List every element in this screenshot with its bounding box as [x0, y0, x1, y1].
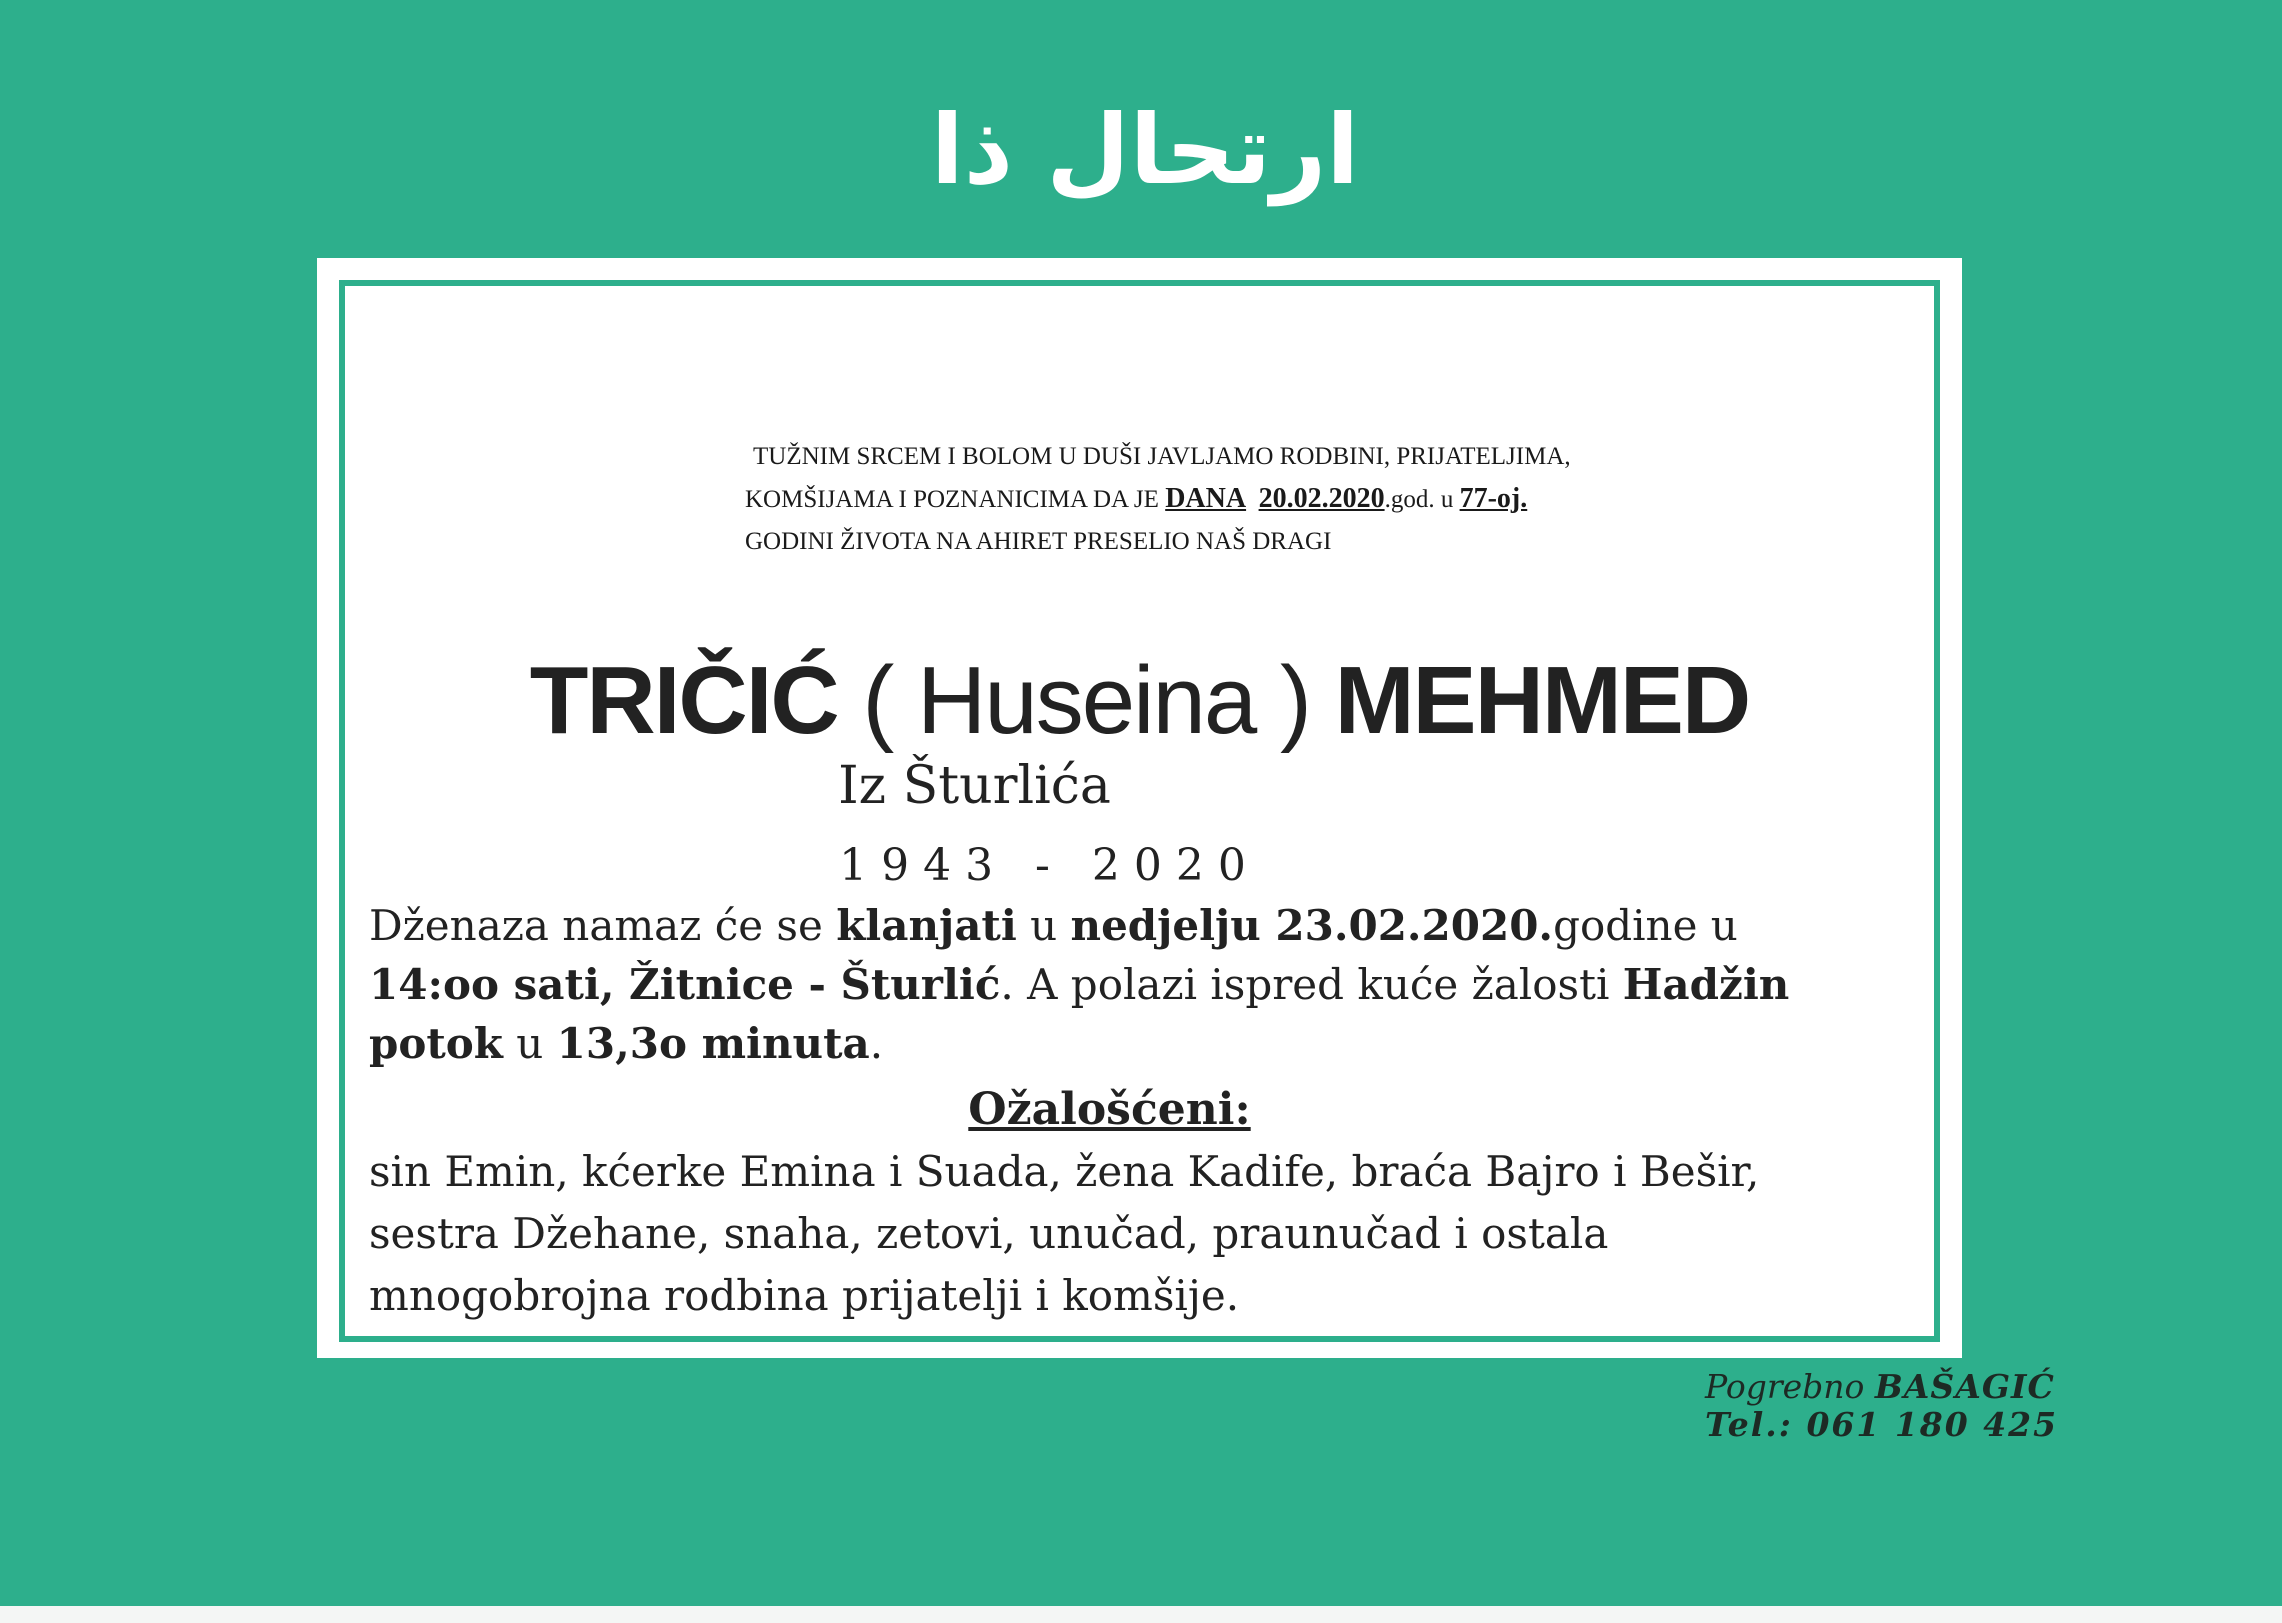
funeral-p6: 14:oo sati, Žitnice - Šturlić [369, 960, 1001, 1009]
mourners-line-1: sin Emin, kćerke Emina i Suada, žena Kadife, braća Bajro i Bešir, [369, 1147, 1760, 1196]
funeral-p12: . [869, 1019, 884, 1068]
funeral-p10: u [502, 1019, 557, 1068]
arabic-calligraphy: ارتحال ذا [930, 94, 1360, 206]
funeral-details [369, 896, 1929, 1073]
intro-line-2 [745, 478, 1645, 521]
bottom-strip [0, 1606, 2282, 1623]
intro-dana: DANA [1165, 483, 1247, 514]
funeral-p8: Hadžin [1622, 960, 1790, 1009]
deceased-first-name: MEHMED [1334, 647, 1750, 754]
funeral-p11: 13,3o minuta [556, 1019, 870, 1068]
intro-line-3: GODINI ŽIVOTA NA AHIRET PRESELIO NAŠ DRAGI [745, 528, 1332, 555]
mourners-line-2: sestra Džehane, snaha, zetovi, unučad, praunučad i ostala [369, 1209, 1609, 1258]
deceased-father-name: ( Huseina ) [862, 647, 1310, 754]
funeral-p7: . A polazi ispred kuće žalosti [1000, 960, 1623, 1009]
notice-outer-frame [317, 258, 1962, 1358]
funeral-p9: potok [369, 1019, 503, 1068]
funeral-home-name [1705, 1368, 2225, 1406]
funeral-home-info [1705, 1368, 2225, 1444]
mourners-line-3: mnogobrojna rodbina prijatelji i komšije. [369, 1271, 1240, 1320]
funeral-home-brand: BAŠAGIĆ [1874, 1367, 2055, 1406]
funeral-p3: u [1016, 901, 1071, 950]
deceased-name [345, 646, 1934, 756]
intro-date: 20.02.2020 [1258, 483, 1385, 514]
mourners-title: Ožalošćeni: [968, 1084, 1251, 1135]
notice-inner-frame [339, 280, 1940, 1342]
life-years: 1943 - 2020 [839, 840, 1260, 891]
intro-line-2-prefix: KOMŠIJAMA I POZNANICIMA DA JE [745, 486, 1166, 513]
funeral-p1: Dženaza namaz će se [369, 901, 837, 950]
intro-age: 77-oj. [1459, 483, 1528, 514]
intro-god: .god. u [1384, 486, 1460, 513]
mourners-list [369, 1141, 1929, 1327]
funeral-home-phone: Tel.: 061 180 425 [1705, 1405, 2059, 1444]
funeral-p5: godine u [1553, 901, 1738, 950]
funeral-p2: klanjati [836, 901, 1017, 950]
intro-text [745, 436, 1645, 563]
funeral-home-label: Pogrebno [1705, 1367, 1875, 1406]
funeral-p4: nedjelju 23.02.2020. [1070, 901, 1554, 950]
deceased-surname: TRIČIĆ [529, 647, 838, 754]
deceased-place: Iz Šturlića [838, 756, 1111, 816]
intro-line-1: TUŽNIM SRCEM I BOLOM U DUŠI JAVLJAMO RODBINI, PRIJATELJIMA, [753, 443, 1571, 470]
